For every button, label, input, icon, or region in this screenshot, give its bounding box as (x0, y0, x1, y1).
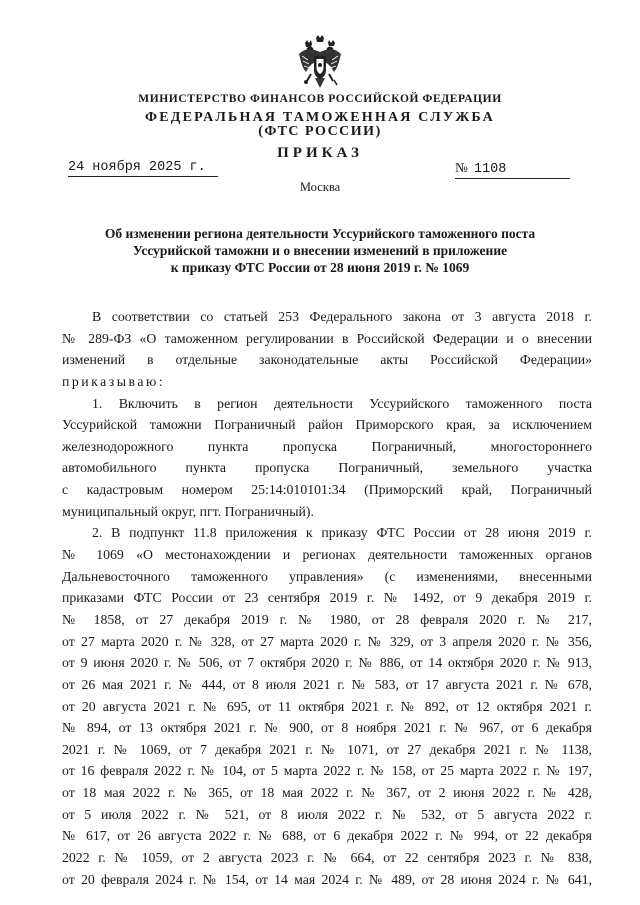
body-line: железнодорожного пункта пропуска Пограничный, многостороннего (62, 438, 592, 454)
body-line: 2. В подпункт 11.8 приложения к приказу ФТС России от 28 июня 2019 г. (92, 525, 592, 541)
title-line: Об изменении региона деятельности Уссурийского таможенного поста (104, 226, 536, 241)
body-line: № 894, от 13 октября 2021 г. № 900, от 8 ноября 2021 г. № 967, от 6 декабря (62, 720, 592, 736)
body-line: приказами ФТС России от 23 сентября 2019 г. № 1492, от 9 декабря 2019 г. (62, 590, 592, 606)
order-number-field (455, 160, 570, 179)
body-line: от 20 августа 2021 г. № 695, от 11 октября 2021 г. № 892, от 12 октября 2021 г. (62, 698, 592, 714)
body-line: приказываю: (62, 373, 166, 389)
body-line: от 5 июля 2022 г. № 521, от 8 июля 2022 г. № 532, от 5 августа 2022 г. (62, 806, 592, 822)
body-line: 1. Включить в регион деятельности Уссурийского таможенного поста (92, 395, 592, 411)
body-line: от 26 мая 2021 г. № 444, от 8 июля 2021 г. № 583, от 17 августа 2021 г. № 678, (62, 676, 592, 692)
city: Москва (299, 180, 341, 194)
service-short-name: (ФТС РОССИИ) (258, 124, 382, 139)
service-name: ФЕДЕРАЛЬНАЯ ТАМОЖЕННАЯ СЛУЖБА (145, 110, 495, 125)
body-line: с кадастровым номером 25:14:010101:34 (Приморский край, Пограничный (62, 482, 592, 498)
order-number: 1108 (473, 162, 507, 177)
order-body (62, 306, 592, 890)
body-line: от 18 мая 2022 г. № 365, от 18 мая 2022 г. № 367, от 2 июня 2022 г. № 428, (62, 785, 592, 801)
double-headed-eagle-emblem (297, 34, 343, 90)
title-line: к приказу ФТС России от 28 июня 2019 г. № 1069 (170, 260, 470, 275)
body-line: от 16 февраля 2022 г. № 104, от 5 марта 2022 г. № 158, от 25 марта 2022 г. № 197, (62, 763, 592, 779)
body-line: автомобильного пункта пропуска Пограничный, земельного участка (62, 460, 592, 476)
body-line: от 20 февраля 2024 г. № 154, от 14 мая 2024 г. № 489, от 28 июня 2024 г. № 641, (62, 871, 592, 887)
body-line: 2022 г. № 1059, от 2 августа 2023 г. № 664, от 22 сентября 2023 г. № 838, (62, 850, 592, 866)
order-date: 24 ноября 2025 г. (68, 160, 218, 177)
body-line: № 1858, от 27 декабря 2019 г. № 1980, от 28 февраля 2020 г. № 217, (62, 611, 592, 627)
body-line: муниципальный округ, пгт. Пограничный). (62, 503, 314, 519)
body-line: № 617, от 26 августа 2022 г. № 688, от 6 декабря 2022 г. № 994, от 22 декабря (62, 828, 592, 844)
body-line: Дальневосточного таможенного управления» (с изменениями, внесенными (62, 568, 592, 584)
document-type: ПРИКАЗ (277, 145, 363, 161)
body-line: В соответствии со статьей 253 Федерального закона от 3 августа 2018 г. (92, 309, 592, 324)
ministry-name: МИНИСТЕРСТВО ФИНАНСОВ РОССИЙСКОЙ ФЕДЕРАЦИИ (138, 93, 502, 105)
title-line: Уссурийской таможни и о внесении изменений в приложение (132, 243, 508, 258)
body-line: 2021 г. № 1069, от 7 декабря 2021 г. № 1071, от 27 декабря 2021 г. № 1138, (62, 741, 592, 757)
body-line: Уссурийской таможни Пограничный район Приморского края, за исключением (62, 417, 592, 433)
order-title (60, 225, 580, 276)
body-line: изменений в отдельные законодательные акты Российской Федерации» (62, 352, 592, 368)
number-sign: № (455, 160, 468, 175)
body-line: № 1069 «О местонахождении и регионах деятельности таможенных органов (62, 547, 592, 563)
body-line: от 9 июня 2020 г. № 506, от 7 октября 2020 г. № 886, от 14 октября 2020 г. № 913, (62, 655, 592, 671)
body-line: № 289-ФЗ «О таможенном регулировании в Российской Федерации и о внесении (62, 330, 592, 346)
body-line: от 27 марта 2020 г. № 328, от 27 марта 2020 г. № 329, от 3 апреля 2020 г. № 356, (62, 633, 592, 649)
